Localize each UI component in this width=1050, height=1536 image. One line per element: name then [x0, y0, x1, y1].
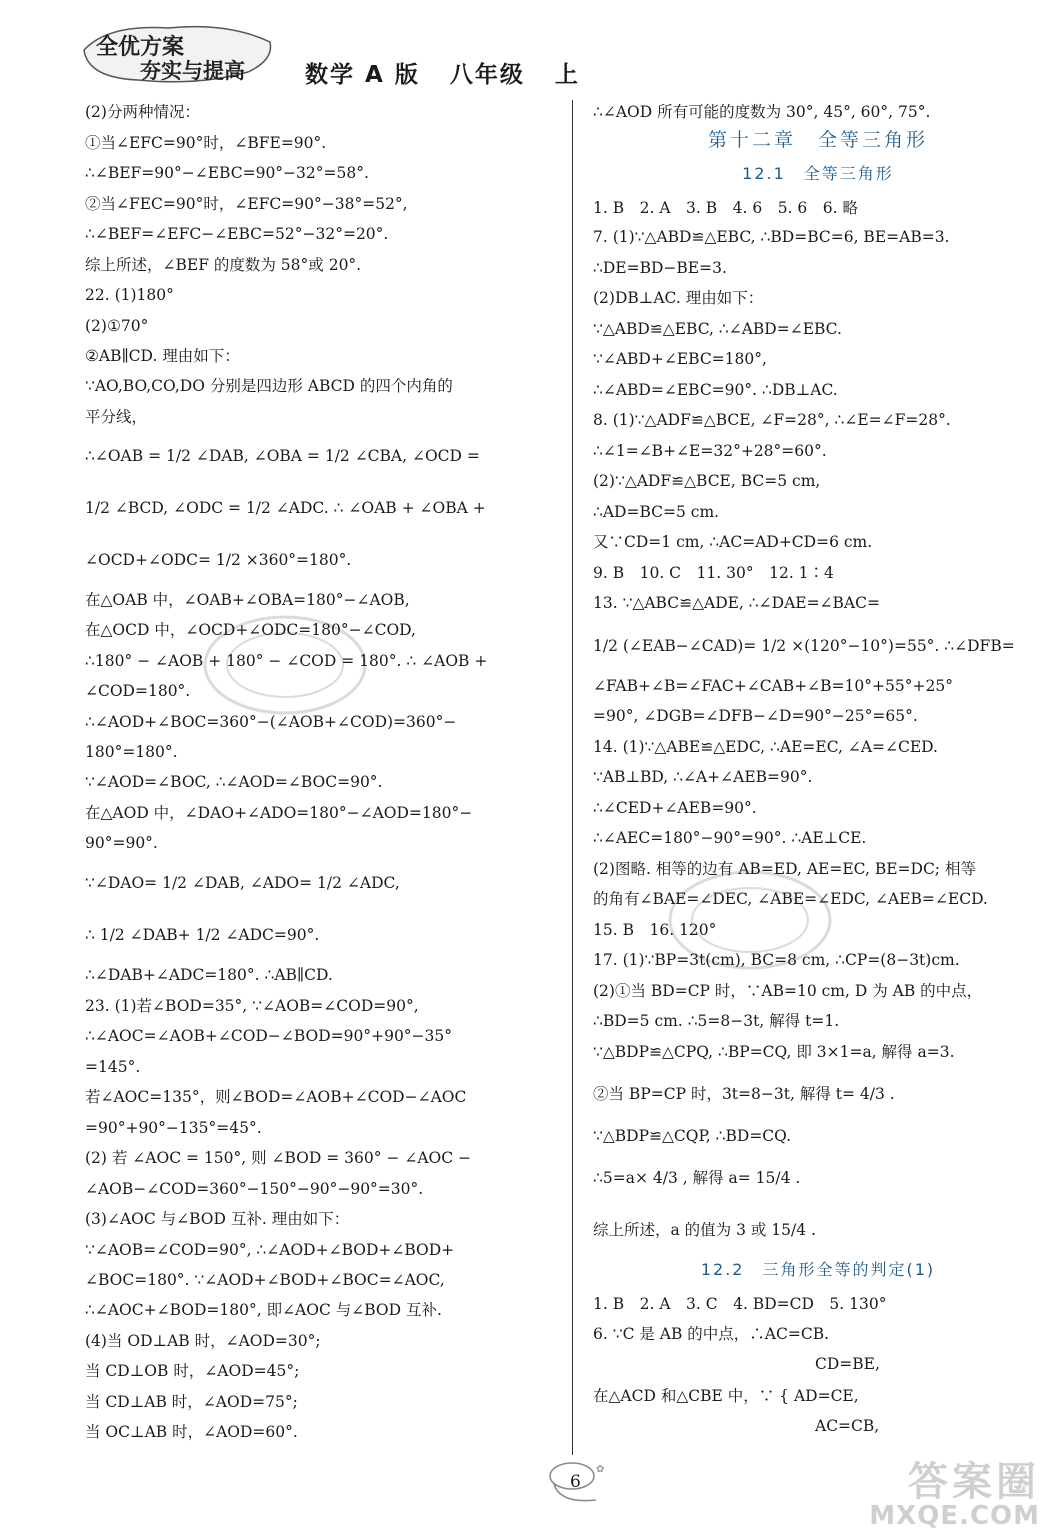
left-line: 平分线， [85, 408, 148, 426]
left-line: 当 OC⊥AB 时，∠AOD=60°. [85, 1423, 298, 1441]
left-line: 在△AOD 中，∠DAO+∠ADO=180°−∠AOD=180°− [85, 804, 473, 822]
left-line: (2)分两种情况： [85, 103, 200, 121]
right-line: =90°, ∠DGB=∠DFB−∠D=90°−25°=65°. [593, 707, 918, 725]
section-title: 12.2 三角形全等的判定(1) [700, 1260, 936, 1279]
left-line: ∴∠AOD+∠BOC=360°−(∠AOB+∠COD)=360°− [85, 713, 457, 731]
left-line: ∵∠DAO= 1/2 ∠DAB, ∠ADO= 1/2 ∠ADC, [85, 874, 400, 892]
left-line: ∵AO,BO,CO,DO 分别是四边形 ABCD 的四个内角的 [85, 377, 453, 395]
left-line: (2) 若 ∠AOC = 150°, 则 ∠BOD = 360° − ∠AOC − [85, 1149, 471, 1167]
left-line: 90°=90°. [85, 834, 158, 852]
right-line: 17. (1)∵BP=3t(cm), BC=8 cm, ∴CP=(8−3t)cm. [593, 951, 960, 969]
left-line: =90°+90°−135°=45°. [85, 1119, 262, 1137]
left-line: ②当∠FEC=90°时，∠EFC=90°−38°=52°, [85, 195, 408, 213]
page-number: 6 [570, 1472, 581, 1492]
right-line: 综上所述，a 的值为 3 或 15/4 . [593, 1221, 816, 1239]
right-line: 15. B 16. 120° [593, 921, 717, 939]
right-line: ∵△BDP≌△CQP, ∴BD=CQ. [593, 1127, 792, 1145]
page-header-title: 数学 A 版 八年级 上 [305, 62, 580, 88]
left-line: ∠OCD+∠ODC= 1/2 ×360°=180°. [85, 551, 352, 569]
left-line: ∴∠BEF=90°−∠EBC=90°−32°=58°. [85, 164, 369, 182]
right-line: 在△ACD 和△CBE 中，∵ { AD=CE, [593, 1387, 859, 1405]
left-line: ∴∠DAB+∠ADC=180°. ∴AB∥CD. [85, 966, 333, 984]
right-line: ∴∠1=∠B+∠E=32°+28°=60°. [593, 442, 827, 460]
left-line: ②AB∥CD. 理由如下： [85, 347, 240, 365]
watermark-line2: MXQE.COM [869, 1501, 1040, 1531]
right-line: CD=BE, [815, 1355, 880, 1373]
right-line: (2)图略. 相等的边有 AB=ED, AE=EC, BE=DC; 相等 [593, 860, 976, 878]
left-line: (3)∠AOC 与∠BOD 互补. 理由如下： [85, 1210, 350, 1228]
left-line: ∴∠OAB = 1/2 ∠DAB, ∠OBA = 1/2 ∠CBA, ∠OCD = [85, 447, 480, 465]
logo-line1: 全优方案 [96, 35, 185, 60]
right-line: 1. B 2. A 3. B 4. 6 5. 6 6. 略 [593, 199, 858, 217]
right-line: 1. B 2. A 3. C 4. BD=CD 5. 130° [593, 1295, 887, 1313]
right-line: ∴∠AOD 所有可能的度数为 30°, 45°, 60°, 75°. [593, 103, 931, 121]
left-line: 22. (1)180° [85, 286, 174, 304]
right-line: 又∵CD=1 cm, ∴AC=AD+CD=6 cm. [593, 533, 873, 551]
left-line: 若∠AOC=135°，则∠BOD=∠AOB+∠COD−∠AOC [85, 1088, 467, 1106]
right-line: ∵∠ABD+∠EBC=180°, [593, 350, 767, 368]
right-line: ∵△ABD≌△EBC, ∴∠ABD=∠EBC. [593, 320, 842, 338]
section-title: 12.1 全等三角形 [742, 164, 894, 183]
right-line: AC=CB, [815, 1417, 880, 1435]
logo-line2: 夯实与提高 [140, 59, 245, 83]
left-line: ①当∠EFC=90°时，∠BFE=90°. [85, 134, 327, 152]
right-line: (2)DB⊥AC. 理由如下： [593, 289, 764, 307]
chapter-title: 第十二章 全等三角形 [707, 129, 928, 151]
right-line: (2)∵△ADF≌△BCE, BC=5 cm, [593, 472, 821, 490]
left-line: ∠AOB−∠COD=360°−150°−90°−90°=30°. [85, 1180, 424, 1198]
left-line: 当 CD⊥AB 时，∠AOD=75°; [85, 1393, 298, 1411]
right-line: ∴5=a× 4/3 , 解得 a= 15/4 . [593, 1169, 801, 1187]
right-line: ∴∠AEC=180°−90°=90°. ∴AE⊥CE. [593, 829, 867, 847]
left-line: (2)①70° [85, 317, 149, 335]
right-line: ∵△BDP≌△CPQ, ∴BP=CQ, 即 3×1=a, 解得 a=3. [593, 1043, 955, 1061]
left-line: 1/2 ∠BCD, ∠ODC = 1/2 ∠ADC. ∴ ∠OAB + ∠OBA + [85, 499, 486, 517]
publisher-logo [78, 20, 278, 88]
watermark-line1: 答案圈 [908, 1459, 1040, 1505]
right-line: ∵AB⊥BD, ∴∠A+∠AEB=90°. [593, 768, 813, 786]
left-line: ∴∠AOC+∠BOD=180°, 即∠AOC 与∠BOD 互补. [85, 1301, 442, 1319]
right-line: 的角有∠BAE=∠DEC, ∠ABE=∠EDC, ∠AEB=∠ECD. [593, 890, 988, 908]
right-line: 9. B 10. C 11. 30° 12. 1∶4 [593, 564, 834, 582]
site-watermark [869, 1459, 1040, 1531]
left-line: 180°=180°. [85, 743, 178, 761]
left-line: ∴180° − ∠AOB + 180° − ∠COD = 180°. ∴ ∠AOB + [85, 652, 488, 670]
left-line: =145°. [85, 1058, 141, 1076]
left-line: ∴ 1/2 ∠DAB+ 1/2 ∠ADC=90°. [85, 926, 320, 944]
right-line: ∴AD=BC=5 cm. [593, 503, 720, 521]
right-line: 14. (1)∵△ABE≌△EDC, ∴AE=EC, ∠A=∠CED. [593, 738, 938, 756]
left-line: ∴∠BEF=∠EFC−∠EBC=52°−32°=20°. [85, 225, 389, 243]
left-line: 23. (1)若∠BOD=35°, ∵∠AOB=∠COD=90°, [85, 997, 419, 1015]
left-line: 综上所述，∠BEF 的度数为 58°或 20°. [85, 256, 362, 274]
right-line: ∴∠CED+∠AEB=90°. [593, 799, 757, 817]
right-line: (2)①当 BD=CP 时，∵AB=10 cm, D 为 AB 的中点， [593, 982, 983, 1000]
left-line: ∵∠AOB=∠COD=90°, ∴∠AOD+∠BOD+∠BOD+ [85, 1241, 455, 1259]
svg-text:✿: ✿ [596, 1464, 605, 1475]
left-line: ∠COD=180°. [85, 682, 191, 700]
right-line: ∴∠ABD=∠EBC=90°. ∴DB⊥AC. [593, 381, 838, 399]
left-line: ∴∠AOC=∠AOB+∠COD−∠BOD=90°+90°−35° [85, 1027, 453, 1045]
right-line: ②当 BP=CP 时，3t=8−3t, 解得 t= 4/3 . [593, 1085, 895, 1103]
right-line: 7. (1)∵△ABD≌△EBC, ∴BD=BC=6, BE=AB=3. [593, 228, 950, 246]
left-line: 在△OAB 中，∠OAB+∠OBA=180°−∠AOB, [85, 591, 410, 609]
right-line: 8. (1)∵△ADF≌△BCE, ∠F=28°, ∴∠E=∠F=28°. [593, 411, 951, 429]
left-line: ∵∠AOD=∠BOC, ∴∠AOD=∠BOC=90°. [85, 773, 383, 791]
left-line: ∠BOC=180°. ∵∠AOD+∠BOD+∠BOC=∠AOC, [85, 1271, 445, 1289]
left-line: 当 CD⊥OB 时，∠AOD=45°; [85, 1362, 300, 1380]
column-divider [572, 100, 573, 1455]
left-line: 在△OCD 中，∠OCD+∠ODC=180°−∠COD, [85, 621, 416, 639]
right-line: ∠FAB+∠B=∠FAC+∠CAB+∠B=10°+55°+25° [593, 677, 953, 695]
right-line: ∴BD=5 cm. ∴5=8−3t, 解得 t=1. [593, 1012, 840, 1030]
right-line: ∴DE=BD−BE=3. [593, 259, 727, 277]
right-line: 6. ∵C 是 AB 的中点，∴AC=CB. [593, 1325, 830, 1343]
right-line: 1/2 (∠EAB−∠CAD)= 1/2 ×(120°−10°)=55°. ∴∠DFB= [593, 637, 1015, 655]
left-line: (4)当 OD⊥AB 时，∠AOD=30°; [85, 1332, 321, 1350]
right-line: 13. ∵△ABC≌△ADE, ∴∠DAE=∠BAC= [593, 594, 880, 612]
